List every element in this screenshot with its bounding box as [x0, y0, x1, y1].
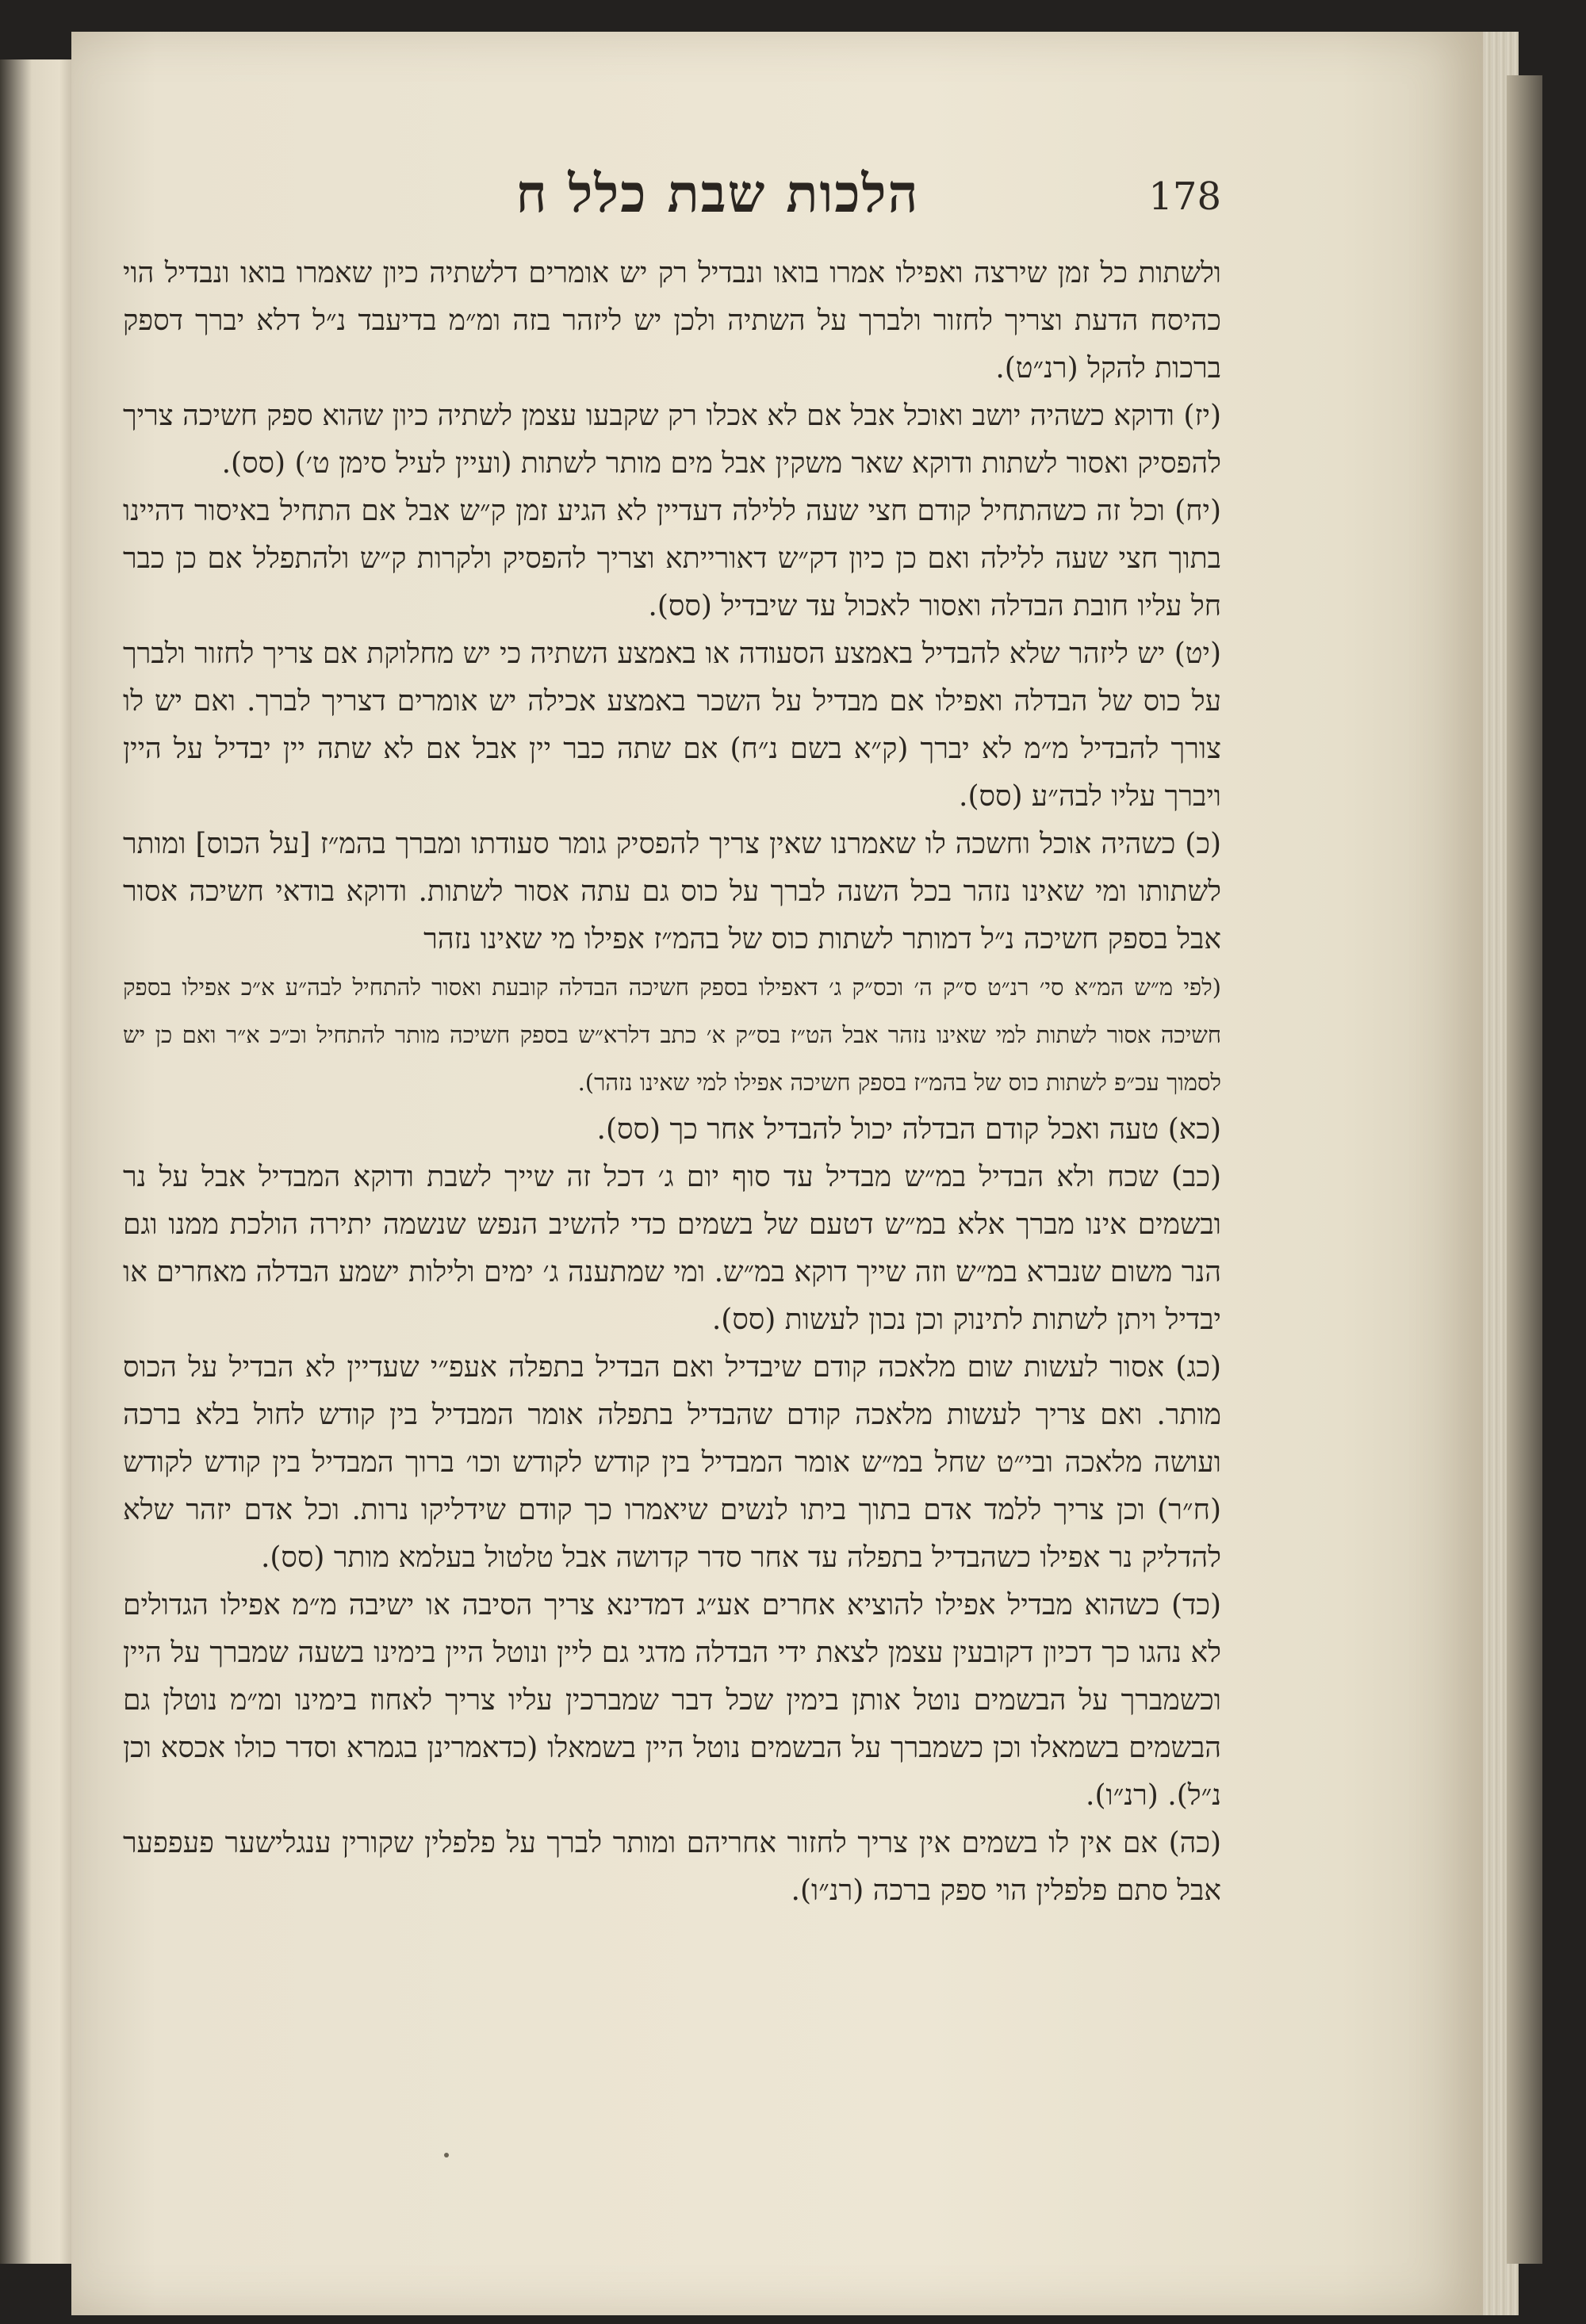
page-content	[123, 155, 1221, 2097]
paragraph-22: (כב) שכח ולא הבדיל במ״ש מבדיל עד סוף יום ג׳ דכל זה שייך לשבת ודוקא המבדיל אבל על נר ובשמים אינו מברך אלא במ״ש דטעם של בשמים כדי להשיב הנפש שנשמה יתירה הולכת ממנו וגם הנר משום שנברא במ״ש וזה שייך דוקא במ״ש. ומי שמתענה ג׳ ימים ולילות ישמע הבדלה מאחרים או יבדיל ויתן לשתות לתינוק וכן נכון לעשות (סס).	[123, 1161, 1221, 1336]
page-number: 178	[1148, 174, 1221, 219]
paragraph-24: (כד) כשהוא מבדיל אפילו להוציא אחרים אע״ג דמדינא צריך הסיבה או ישיבה מ״מ אפילו הגדולים לא נהגו כך דכיון דקובעין עצמן לצאת ידי הבדלה מדגי גם ליין ונוטל היין בימינו בשעה שמברך על היין וכשמברך על הבשמים נוטל אותן בימין שכל דבר שמברכין עליו צריך לאחוז בימינו ומ״מ נוטלן גם הבשמים בשמאלו וכן כשמברך על הבשמים נוטל היין בשמאלו (כדאמרינן בגמרא וסדר כולו אכסא וכן נ״ל). (רנ״ו).	[123, 1589, 1221, 1812]
paragraph-continuation: ולשתות כל זמן שירצה ואפילו אמרו בואו ונבדיל רק יש אומרים דלשתיה כיון שאמרו בואו ונבדיל הוי כהיסח הדעת וצריך לחזור ולברך על השתיה ולכן יש ליזהר בזה ומ״מ בדיעבד נ״ל דלא יברך דספק ברכות להקל (רנ״ט).	[123, 257, 1221, 385]
running-head: הלכות שבת כלל ח	[515, 163, 920, 224]
page-header	[123, 155, 1221, 250]
paragraph-23: (כג) אסור לעשות שום מלאכה קודם שיבדיל ואם הבדיל בתפלה אעפ״י שעדיין לא הבדיל על הכוס מותר. ואם צריך לעשות מלאכה קודם שהבדיל בתפלה אומר המבדיל בין קודש לחול בלא ברכה ועושה מלאכה ובי״ט שחל במ״ש אומר המבדיל בין קודש לקודש וכו׳ ברוך המבדיל בין קודש לקודש (ח״ר) וכן צריך ללמד אדם בתוך ביתו לנשים שיאמרו כך קודם שידליקו נרות. וכל אדם יזהר שלא להדליק נר אפילו כשהבדיל בתפלה עד אחר סדר קדושה אבל טלטול בעלמא מותר (סס).	[123, 1351, 1221, 1574]
book-cover-edge	[1507, 75, 1542, 2264]
left-page-edge	[0, 59, 79, 2264]
page-blemish	[444, 2153, 449, 2157]
paragraph-20-note: (לפי מ״ש המ״א סי׳ רנ״ט ס״ק ה׳ וכס״ק ג׳ דאפילו בספק חשיכה הבדלה קובעת ואסור להתחיל לבה״ע א״כ אפילו בספק חשיכה אסור לשתות למי שאינו נזהר אבל הט״ז בס״ק א׳ כתב דלרא״ש בספק חשיכה מותר להתחיל וכ״כ א״ר ואם כן יש לסמוך עכ״פ לשתות כוס של בהמ״ז בספק חשיכה אפילו למי שאינו נזהר).	[123, 974, 1221, 1096]
paragraph-19: (יט) יש ליזהר שלא להבדיל באמצע הסעודה או באמצע השתיה כי יש מחלוקת אם צריך לחזור ולברך על כוס של הבדלה ואפילו אם מבדיל על השכר באמצע אכילה יש אומרים דצריך לברך. ואם יש לו צורך להבדיל מ״מ לא יברך (ק״א בשם נ״ח) אם שתה כבר יין אבל אם לא שתה יין יבדיל על היין ויברך עליו לבה״ע (סס).	[123, 637, 1221, 813]
paragraph-25: (כה) אם אין לו בשמים אין צריך לחזור אחריהם ומותר לברך על פלפלין שקורין ענגלישער פעפפער אבל סתם פלפלין הוי ספק ברכה (רנ״ו).	[123, 1827, 1221, 1907]
paragraph-17: (יז) ודוקא כשהיה יושב ואוכל אבל אם לא אכלו רק שקבעו עצמן לשתיה כיון שהוא ספק חשיכה צריך להפסיק ואסור לשתות ודוקא שאר משקין אבל מים מותר לשתות (ועיין לעיל סימן ט׳) (סס).	[123, 400, 1221, 480]
paragraph-21: (כא) טעה ואכל קודם הבדלה יכול להבדיל אחר כך (סס).	[596, 1113, 1221, 1146]
paragraph-18: (יח) וכל זה כשהתחיל קודם חצי שעה ללילה דעדיין לא הגיע זמן ק״ש אבל אם התחיל באיסור דהיינו בתוך חצי שעה ללילה ואם כן כיון דק״ש דאורייתא וצריך להפסיק ולקרות ק״ש ולהתפלל אם כן כבר חל עליו חובת הבדלה ואסור לאכול עד שיבדיל (סס).	[123, 495, 1221, 622]
paragraph-20: (כ) כשהיה אוכל וחשכה לו שאמרנו שאין צריך להפסיק גומר סעודתו ומברך בהמ״ז [על הכוס] ומותר לשתותו ומי שאינו נזהר בכל השנה לברך על כוס גם עתה אסור לשתות. ודוקא בודאי חשיכה אסור אבל בספק חשיכה נ״ל דמותר לשתות כוס של בהמ״ז אפילו מי שאינו נזהר	[123, 828, 1221, 955]
